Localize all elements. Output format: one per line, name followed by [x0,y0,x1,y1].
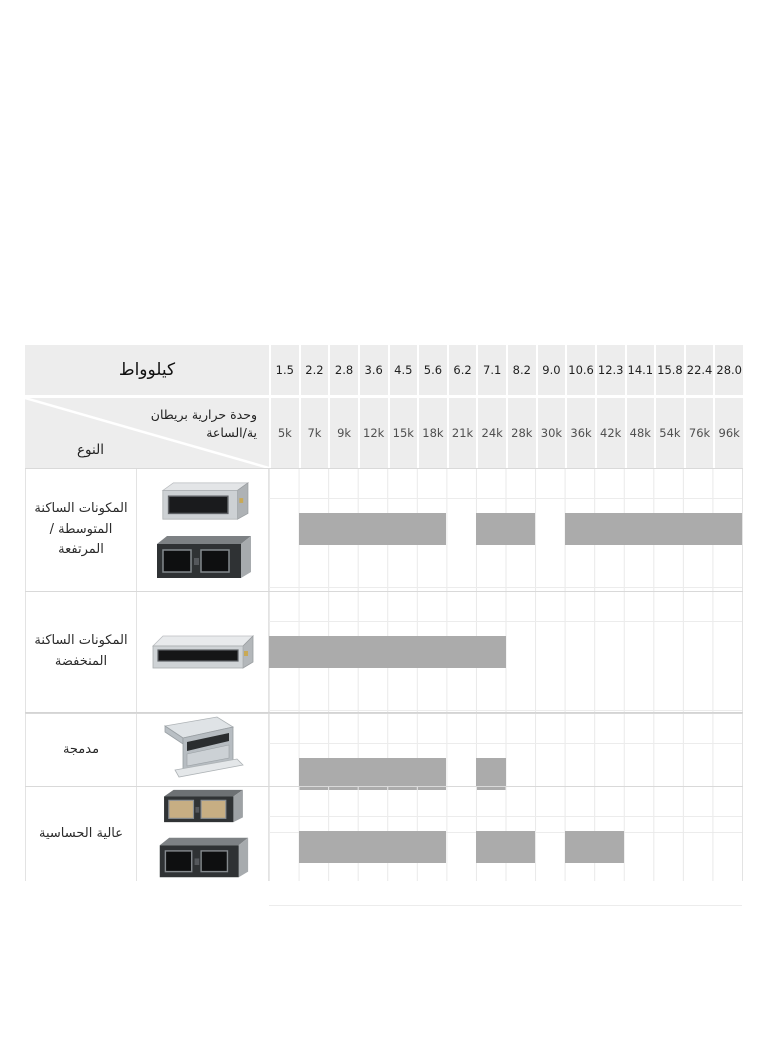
kw-value-cell: 4.5 [390,345,418,395]
header-row-btu [25,398,743,468]
btu-value-cell: 42k [597,398,625,468]
capacity-grid [269,592,743,712]
capacity-range-bar [476,831,535,863]
btu-value-cell: 48k [627,398,655,468]
btu-value-cell: 7k [301,398,329,468]
type-label: النوع [77,442,104,458]
grid-subline [269,710,742,711]
row-label-line1: مدمجة [62,741,100,757]
btu-value-cell: 36k [567,398,595,468]
table-row-low-static [25,591,743,713]
kw-value-cell: 7.1 [478,345,506,395]
row-product-images [137,592,269,712]
high-static-duct-unit-image [154,479,252,523]
row-type-label [25,714,137,786]
btu-value-cell: 30k [538,398,566,468]
row-label-line1: المكونات الساكنة [34,500,128,516]
row-label-line2: المنخفضة [54,654,108,669]
btu-value-cell: 15k [390,398,418,468]
kw-value-cell: 6.2 [449,345,477,395]
type-btu-header-cell [25,398,269,468]
high-sensible-duct-unit-dark-image [153,834,253,881]
high-sensible-duct-unit-light-image [158,787,248,825]
row-type-label [25,787,137,881]
table-row-mid-high-static [25,468,743,591]
row-product-images [137,787,269,881]
btu-value-cell: 12k [360,398,388,468]
grid-subline [269,905,742,906]
capacity-range-bar [269,636,506,668]
kw-value-cell: 10.6 [567,345,595,395]
grid-subline [269,743,742,744]
kw-value-cell: 15.8 [656,345,684,395]
capacity-range-bar [565,831,624,863]
low-static-slim-duct-unit-image [149,631,257,673]
row-label-line1: عالية الحساسية [39,825,124,841]
grid-subline [269,816,742,817]
row-label-line2: المتوسطة / المرتفعة [49,521,113,558]
btu-value-cell: 28k [508,398,536,468]
grid-subline [269,498,742,499]
btu-value-cell: 54k [656,398,684,468]
header-row-kilowatt [25,345,743,395]
kw-value-cell: 3.6 [360,345,388,395]
btu-value-cell: 96k [715,398,743,468]
kw-value-cell: 5.6 [419,345,447,395]
capacity-table [25,345,743,881]
kw-value-cell: 9.0 [538,345,566,395]
kilowatt-label: كيلوواط [118,360,176,380]
table-row-high-sensible [25,786,743,881]
kw-value-cell: 2.8 [330,345,358,395]
capacity-range-bar [476,513,535,545]
btu-value-cell: 21k [449,398,477,468]
capacity-range-bar [299,513,447,545]
capacity-range-bar [299,831,447,863]
kw-value-cell: 28.0 [715,345,743,395]
mid-static-duct-unit-image [151,532,255,582]
kw-value-cell: 12.3 [597,345,625,395]
capacity-grid [269,469,743,591]
grid-subline [269,587,742,588]
kilowatt-header-cell [25,345,269,395]
kw-value-cell: 2.2 [301,345,329,395]
table-row-built-in [25,713,743,786]
capacity-grid [269,787,743,881]
kw-value-cell: 14.1 [627,345,655,395]
grid-subline [269,621,742,622]
row-type-label [25,469,137,591]
btu-unit-label-line1: وحدة حرارية بريطان [150,407,257,422]
btu-unit-label [151,406,257,442]
btu-value-cell: 76k [686,398,714,468]
row-type-label [25,592,137,712]
built-in-concealed-unit-image [161,714,245,786]
kw-value-cell: 22.4 [686,345,714,395]
kw-value-cell: 8.2 [508,345,536,395]
row-label-line1: المكونات الساكنة [34,633,128,649]
btu-value-cell: 9k [330,398,358,468]
capacity-grid [269,714,743,786]
row-product-images [137,714,269,786]
btu-value-cell: 18k [419,398,447,468]
row-product-images [137,469,269,591]
kw-value-cell: 1.5 [271,345,299,395]
btu-value-cell: 24k [478,398,506,468]
btu-unit-label-line2: ية/الساعة [206,425,257,441]
btu-value-cell: 5k [271,398,299,468]
capacity-range-bar [565,513,742,545]
